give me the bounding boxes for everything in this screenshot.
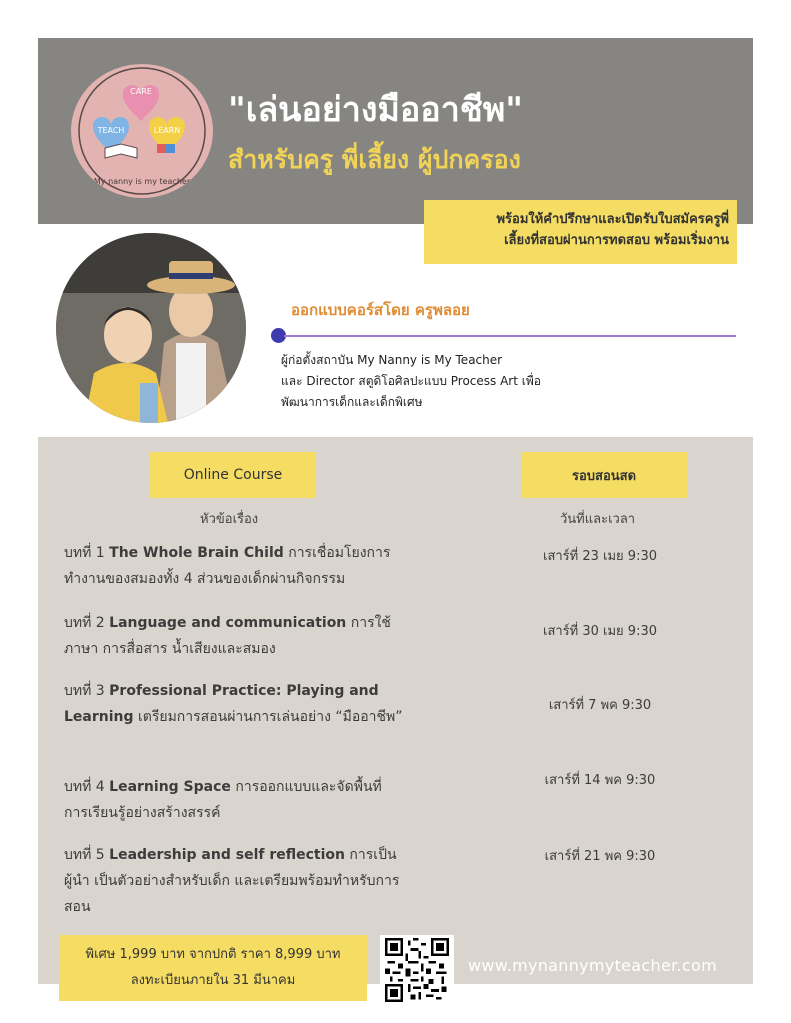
lesson-item [64, 540, 404, 592]
school-logo [71, 64, 213, 198]
notice-line: พร้อมให้คำปรึกษาและเปิดรับใบสมัครครูพี่ [496, 212, 729, 227]
website-link[interactable]: www.mynannymyteacher.com [468, 956, 717, 975]
live-session-badge: รอบสอนสด [521, 452, 687, 498]
promo-box [59, 935, 367, 1001]
promo-deadline: ลงทะเบียนภายใน 31 มีนาคม [130, 973, 296, 988]
logo-care: CARE [130, 87, 152, 96]
bio-line: และ Director สตูดิโอศิลปะแบบ Process Art เพื่อ [281, 374, 541, 388]
lesson-date: เสาร์ที่ 7 พค 9:30 [548, 698, 652, 713]
lesson-title: Language and communication [109, 615, 347, 631]
lesson-date: เสาร์ที่ 21 พค 9:30 [544, 849, 656, 864]
designer-photo [56, 233, 246, 423]
lesson-description: การเชื่อมโยงการทำงานของสมองทั้ง 4 ส่วนของเด็กผ่านกิจกรรม [64, 545, 391, 587]
page-title: "เล่นอย่างมืออาชีพ" [228, 90, 523, 130]
lesson-description: การเป็นผู้นำ เป็นตัวอย่างสำหรับเด็ก และเตรียมพร้อมทำหรับการสอน [64, 847, 400, 915]
lesson-title: Professional Practice: Playing and Learning [64, 683, 379, 725]
lesson-number: บทที่ 4 [64, 779, 110, 795]
designer-bio [281, 350, 591, 413]
lesson-date: เสาร์ที่ 23 เมย 9:30 [543, 549, 657, 564]
logo-learn: LEARN [153, 126, 181, 135]
promo-price: พิเศษ 1,999 บาท จากปกติ ราคา 8,999 บาท [85, 947, 341, 962]
page-subtitle: สำหรับครู พี่เลี้ยง ผู้ปกครอง [228, 145, 521, 174]
lesson-item [64, 842, 404, 920]
lesson-item [64, 678, 404, 730]
bio-line: พัฒนาการเด็กและเด็กพิเศษ [281, 395, 423, 409]
lesson-number: บทที่ 5 [64, 847, 110, 863]
topic-column-header: หัวข้อเรื่อง [200, 512, 259, 527]
designer-label: ออกแบบคอร์สโดย ครูพลอย [291, 301, 470, 319]
logo-tagline: My nanny is my teacher [93, 177, 191, 186]
blocks-icon [157, 144, 166, 153]
lesson-item [64, 610, 404, 662]
qr-code-icon [383, 938, 451, 1002]
lesson-title: The Whole Brain Child [109, 545, 284, 561]
lesson-title: Learning Space [109, 779, 231, 795]
lesson-description: เตรียมการสอนผ่านการเล่นอย่าง “มืออาชีพ” [133, 709, 403, 725]
lesson-number: บทที่ 1 [64, 545, 110, 561]
notice-box [424, 200, 737, 264]
portrait-image [56, 233, 246, 423]
qr-code[interactable] [380, 935, 454, 1005]
lesson-description: การออกแบบและจัดพื้นที่การเรียนรู้อย่างสร้างสรรค์ [64, 779, 382, 821]
lesson-description: การใช้ภาษา การสื่อสาร น้ำเสียงและสมอง [64, 615, 391, 657]
lesson-title: Leadership and self reflection [109, 847, 345, 863]
lesson-date: เสาร์ที่ 30 เมย 9:30 [543, 624, 657, 639]
logo-graphic [71, 64, 213, 198]
timeline-line [284, 335, 736, 337]
online-course-badge: Online Course [150, 452, 316, 498]
bio-line: ผู้ก่อตั้งสถาบัน My Nanny is My Teacher [281, 353, 503, 367]
logo-teach: TEACH [97, 126, 125, 135]
lesson-number: บทที่ 3 [64, 683, 110, 699]
notice-line: เลี้ยงที่สอบผ่านการทดสอบ พร้อมเริ่มงาน [504, 233, 729, 248]
lesson-number: บทที่ 2 [64, 615, 110, 631]
date-column-header: วันที่และเวลา [560, 512, 636, 527]
lesson-date: เสาร์ที่ 14 พค 9:30 [544, 773, 656, 788]
lesson-item [64, 774, 404, 826]
